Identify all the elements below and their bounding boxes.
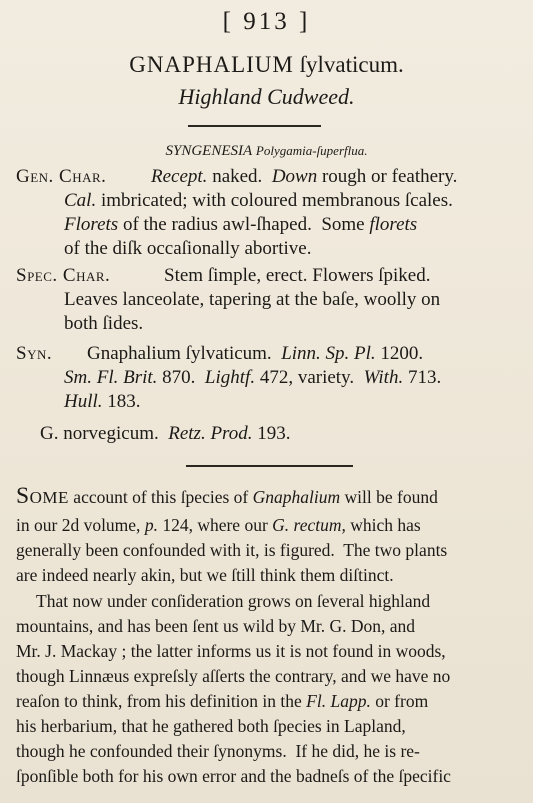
classification: [0, 143, 533, 160]
text-run: of the diſk occaſionally abortive.: [64, 238, 312, 259]
text-run: in our 2d volume,: [16, 515, 145, 535]
italic-text: florets: [369, 214, 418, 235]
italic-text: Gnaphalium: [252, 487, 341, 507]
text-run: 870.: [157, 367, 205, 388]
spec-char-line-1: Stem ſimple, erect. Flowers ſpiked.: [164, 265, 431, 286]
spec-char-line-2: Leaves lanceolate, tapering at the baſe, woolly on: [64, 289, 441, 310]
italic-text: Fl. Lapp.: [306, 691, 371, 711]
body-para1-line-3: [16, 540, 447, 561]
body-para2-line-2: [16, 616, 415, 637]
text-run: his herbarium, that he gathered both ſpecies in Lapland,: [16, 716, 406, 736]
text-run: though Linnæus expreſsly aſſerts the contrary, and we have no: [16, 666, 451, 686]
body-para2-line-7: [16, 741, 420, 762]
italic-text: Retz. Prod.: [168, 423, 253, 444]
text-run: rough or feathery.: [317, 166, 458, 187]
genus-name: GNAPHALIUM: [129, 52, 294, 77]
text-run: 1200.: [375, 343, 424, 364]
body-para2-line-4: [16, 666, 450, 687]
body-para1-line-1: [16, 483, 438, 510]
syn-label: Syn.: [16, 343, 53, 364]
syn-line-2: [64, 367, 441, 389]
text-run: 713.: [403, 367, 442, 388]
body-para2-line-1: [36, 591, 430, 612]
body-para2-line-5: [16, 691, 428, 712]
italic-text: Sm. Fl. Brit.: [64, 367, 158, 388]
italic-text: Cal.: [64, 190, 97, 211]
text-run: are indeed nearly akin, but we ſtill think them diſtinct.: [16, 565, 394, 585]
italic-text: Recept.: [151, 166, 208, 187]
body-para1-line-4: [16, 565, 394, 586]
title: [0, 52, 533, 78]
text-run: Mr. J. Mackay ; the latter informs us it is not found in woods,: [16, 641, 446, 661]
class-name: SYNGENESIA: [165, 143, 253, 159]
text-run: though he confounded their ſynonyms. If he did, he is re-: [16, 741, 420, 761]
text-run: 193.: [252, 423, 291, 444]
text-run: That now under conſideration grows on ſeveral highland: [36, 591, 431, 611]
text-run: account of this ſpecies of: [68, 487, 253, 507]
text-run: reaſon to think, from his definition in the: [16, 691, 307, 711]
syn-line-1: [87, 343, 423, 365]
text-run: of the radius awl-ſhaped. Some: [118, 214, 370, 235]
text-run: 472, variety.: [255, 367, 364, 388]
order-name: Polygamia-ſuperflua.: [255, 143, 368, 158]
text-run: imbricated; with coloured membranous ſcales.: [96, 190, 453, 211]
text-run: will be found: [340, 487, 438, 507]
spec-char-label: Spec. Char.: [16, 265, 111, 286]
body-para2-line-3: [16, 641, 446, 662]
text-run: mountains, and has been ſent us wild by Mr. G. Don, and: [16, 616, 416, 636]
italic-text: With.: [363, 367, 404, 388]
text-run: naked.: [207, 166, 272, 187]
spec-char-line-3: both ſides.: [64, 313, 144, 334]
gen-char-line-2: [64, 190, 453, 212]
drop-cap-word: Some: [16, 483, 69, 509]
body-para2-line-6: [16, 716, 406, 737]
italic-text: p.: [144, 515, 158, 535]
italic-text: Lightf.: [204, 367, 256, 388]
text-run: ſponſible both for his own error and the badneſs of the ſpecific: [16, 766, 451, 786]
text-run: 183.: [102, 391, 141, 412]
divider-middle: [186, 465, 353, 467]
text-run: 124, where our: [157, 515, 273, 535]
syn-line-3: [64, 391, 141, 413]
page-number: [ 913 ]: [222, 8, 311, 35]
text-run: or from: [370, 691, 429, 711]
italic-text: G. rectum,: [272, 515, 346, 535]
body-para2-line-8: [16, 766, 451, 787]
italic-text: Hull.: [64, 391, 103, 412]
syn-line-4: [40, 423, 291, 445]
species-name: ſylvaticum.: [299, 52, 404, 77]
text-run: generally been confounded with it, is figured. The two plants: [16, 540, 448, 560]
text-run: G. norvegicum.: [40, 423, 169, 444]
gen-char-line-4: [64, 238, 311, 260]
text-run: Gnaphalium ſylvaticum.: [87, 343, 282, 364]
body-para1-line-2: [16, 515, 421, 536]
gen-char-label: Gen. Char.: [16, 166, 107, 187]
italic-text: Linn. Sp. Pl.: [281, 343, 376, 364]
divider-top: [188, 125, 321, 127]
common-name: Highland Cudweed.: [178, 84, 355, 109]
italic-text: Down: [271, 166, 318, 187]
gen-char-line-3: [64, 214, 417, 236]
gen-char-line-1: [151, 166, 457, 188]
text-run: which has: [345, 515, 421, 535]
italic-text: Florets: [64, 214, 119, 235]
